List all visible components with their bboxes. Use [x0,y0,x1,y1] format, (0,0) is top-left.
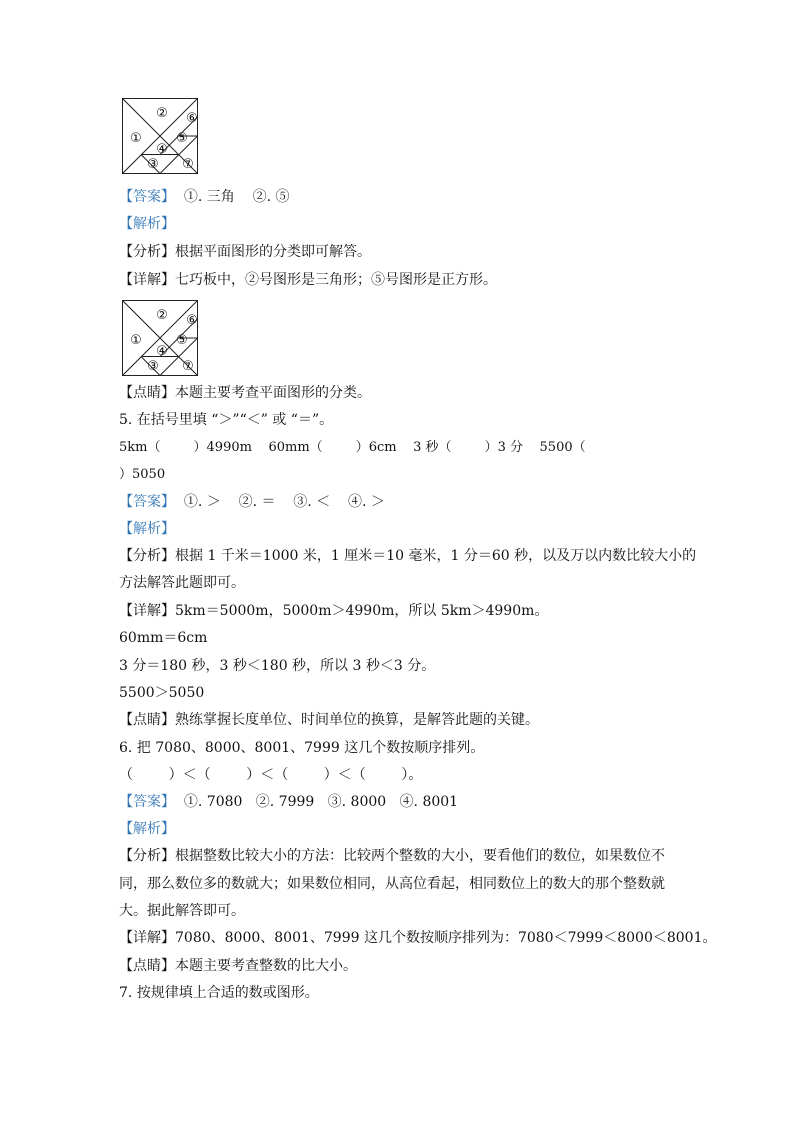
tangram-label-7: ⑦ [182,157,194,172]
q5-analysis-tag: 【解析】 [119,521,175,537]
q5-title: 5. 在括号里填 “＞”“＜” 或 “＝”。 [119,412,334,428]
answer-tag: 【答案】 [119,794,175,810]
q5-xiangjie-text: 5km＝5000m，5000m＞4990m，所以 5km＞4990m。 [175,603,549,619]
q5-xiangjie-line [119,601,548,621]
fenxi-tag: 【分析】 [119,848,175,864]
q5-answer: ①. ＞ ②. ＝ ③. ＜ ④. ＞ [175,494,385,510]
q5-fenxi-line-2: 方法解答此题即可。 [119,575,245,591]
q5-fenxi-text-1: 根据 1 千米＝1000 米，1 厘米＝10 毫米，1 分＝60 秒，以及万以内数比较大小的 [175,548,697,564]
q5-detail-line-b: 3 分＝180 秒，3 秒＜180 秒，所以 3 秒＜3 分。 [119,658,436,674]
tangram-figure-bottom [122,300,198,376]
q6-analysis-tag: 【解析】 [119,821,175,837]
q4-fenxi-line [119,242,371,262]
q4-dianjing-text: 本题主要考查平面图形的分类。 [175,385,371,401]
dianjing-tag: 【点睛】 [119,958,175,974]
q4-answer: ①. 三角 ②. ⑤ [175,189,290,205]
q6-dianjing-line [119,956,357,976]
q6-xiangjie-text: 7080、8000、8001、7999 这几个数按顺序排列为：7080＜7999＜8000＜8001。 [175,930,717,946]
q4-analysis-tag: 【解析】 [119,216,175,232]
xiangjie-tag: 【详解】 [119,930,175,946]
q6-answer: ①. 7080 ②. 7999 ③. 8000 ④. 8001 [175,794,459,810]
q4-fenxi-text: 根据平面图形的分类即可解答。 [175,244,371,260]
q6-fenxi-line-1 [119,846,665,866]
xiangjie-tag: 【详解】 [119,272,175,288]
answer-tag: 【答案】 [119,189,175,205]
q5-fenxi-line-1 [119,546,696,566]
dianjing-tag: 【点睛】 [119,385,175,401]
q6-title: 6. 把 7080、8000、8001、7999 这几个数按顺序排列。 [119,740,485,756]
q6-fenxi-line-2: 同，那么数位多的数就大；如果数位相同，从高位看起，相同数位上的数大的那个整数就 [119,876,665,892]
fenxi-tag: 【分析】 [119,548,175,564]
tangram-label-1: ① [130,333,142,348]
tangram-label-3: ③ [147,157,159,172]
xiangjie-tag: 【详解】 [119,603,175,619]
q4-xiangjie-line [119,270,497,290]
q6-xiangjie-line [119,928,716,948]
tangram-label-7: ⑦ [182,359,194,374]
q5-dianjing-text: 熟练掌握长度单位、时间单位的换算，是解答此题的关键。 [175,712,539,728]
q4-dianjing-line [119,383,371,403]
tangram-label-1: ① [130,131,142,146]
q5-detail-line-a: 60mm＝6cm [119,630,208,646]
answer-tag: 【答案】 [119,494,175,510]
tangram-label-6: ⑥ [186,313,198,328]
tangram-label-4: ④ [156,344,168,359]
q5-detail-line-c: 5500＞5050 [119,685,205,701]
tangram-label-5: ⑤ [176,333,188,348]
fenxi-tag: 【分析】 [119,244,175,260]
tangram-figure-top [122,98,198,174]
tangram-label-4: ④ [156,142,168,157]
tangram-label-2: ② [156,106,168,121]
tangram-label-3: ③ [147,359,159,374]
q6-fenxi-line-3: 大。据此解答即可。 [119,903,245,919]
q4-answer-line [119,187,290,207]
q6-dianjing-text: 本题主要考查整数的比大小。 [175,958,357,974]
q7-title: 7. 按规律填上合适的数或图形。 [119,985,319,1001]
q6-blanks: （ ）＜（ ）＜（ ）＜（ ）。 [119,767,423,783]
dianjing-tag: 【点睛】 [119,712,175,728]
q4-xiangjie-text: 七巧板中，②号图形是三角形；⑤号图形是正方形。 [175,272,497,288]
tangram-label-5: ⑤ [176,131,188,146]
q5-blanks-line-2: ）5050 [119,467,166,482]
q6-fenxi-text-1: 根据整数比较大小的方法：比较两个整数的大小，要看他们的数位，如果数位不 [175,848,665,864]
tangram-label-6: ⑥ [186,111,198,126]
q6-answer-line [119,792,458,812]
q5-answer-line [119,492,385,512]
tangram-label-2: ② [156,308,168,323]
q5-blanks-line-1: 5km（ ）4990m 60mm（ ）6cm 3 秒（ ）3 分 5500（ [119,440,586,455]
q5-dianjing-line [119,710,539,730]
